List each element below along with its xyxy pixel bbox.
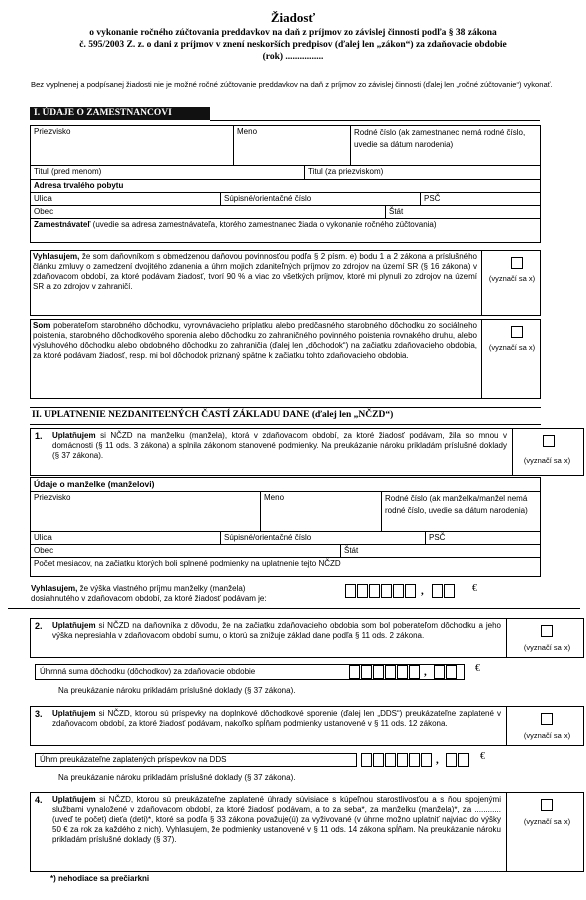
item-2-text: Uplatňujem si NČZD na daňovníka z dôvodu, že na začiatku zdaňovacieho obdobia som bol poberateľom dôchodku a jeho výška nepresiahla v zdaňovacom období sumu, o ktorú sa znižuje základ dane podľa § 11 ods. 2 zákona. [52,621,501,640]
declaration-1-checkbox[interactable] [511,257,523,269]
declaration-1-divider [481,251,482,315]
item-1-check-label: (vyznačí sa x) [523,456,571,465]
form-title: Žiadosť [270,10,316,25]
item-2-number: 2. [35,621,43,631]
intro-text: Bez vyplnenej a podpísanej žiadosti nie je možné ročné zúčtovanie preddavkov na daň z príjmov zo závislej činnosti (ďalej len „ročné zúčtovanie“) vykonať. [31,80,553,89]
dds-digit[interactable] [397,753,408,767]
declaration-2-divider [481,320,482,398]
section-2-top-rule [30,407,541,408]
pension-digit[interactable] [373,665,384,679]
postal-code-field[interactable]: PSČ [421,193,541,206]
dds-comma: , [436,754,439,766]
address-heading: Adresa trvalého pobytu [31,180,541,193]
dds-digit[interactable] [361,753,372,767]
income-cent-digit[interactable] [444,584,455,598]
spouse-street-field[interactable]: Ulica [31,532,221,545]
item-3-number: 3. [35,709,43,719]
pension-euro-sign: € [475,663,480,674]
item-2-proof: Na preukázanie nároku prikladám príslušné doklady (§ 37 zákona). [58,686,296,695]
city-field[interactable]: Obec [31,206,386,219]
declaration-2-check-label: (vyznačí sa x) [488,343,536,352]
declaration-2-text: Som poberateľom starobného dôchodku, vyrovnávacieho príplatku alebo predčasného starobného dôchodku zo sociálneho poistenia, starobného dôchodkového sporenia alebo dôchodku zo zahraničného povinného poistenia rovnakého druhu, alebo výsluhového dôchodku alebo obdobného dôchodku zo zahraničia (ďalej len „dôchodok“) na začiatku zdaňovacieho obdobia, za ktoré podávam žiadosť, resp. mi bol dôchodok priznaný spätne k začiatku tohto zdaňovacieho obdobia. [33,321,477,360]
item-2-checkbox[interactable] [541,625,553,637]
first-name-field[interactable]: Meno [234,126,351,166]
pension-digit[interactable] [385,665,396,679]
form-subtitle-2: č. 595/2003 Z. z. o dani z príjmov v znení neskorších predpisov (ďalej len „zákon“) za zdaňovacie obdobie [79,40,507,50]
item-2-box [30,618,584,658]
income-digit[interactable] [381,584,392,598]
income-digit[interactable] [393,584,404,598]
spouse-house-number-field[interactable]: Súpisné/orientačné číslo [221,532,426,545]
income-comma: , [421,585,424,597]
section-2-heading: II. UPLATNENIE NEZDANITEĽNÝCH ČASTÍ ZÁKLADU DANE (ďalej len „NČZD“) [32,410,394,420]
dds-cent-digit[interactable] [458,753,469,767]
item-4-check-label: (vyznačí sa x) [523,817,571,826]
dds-digit[interactable] [373,753,384,767]
pension-digit[interactable] [409,665,420,679]
employee-info-box [30,125,541,243]
income-digit[interactable] [369,584,380,598]
item-4-divider [506,793,507,871]
title-before-field[interactable]: Titul (pred menom) [31,166,305,180]
section-1-heading: I. ÚDAJE O ZAMESTNANCOVI [30,107,210,120]
income-digit[interactable] [345,584,356,598]
dds-digit[interactable] [409,753,420,767]
income-cent-digit[interactable] [432,584,443,598]
form-subtitle-3: (rok) ................ [262,52,324,62]
spouse-postal-code-field[interactable]: PSČ [426,532,541,545]
spouse-birth-number-field[interactable]: Rodné číslo (ak manželka/manžel nemá rodné číslo, uvedie sa dátum narodenia) [382,492,541,532]
spouse-country-field[interactable]: Štát [341,545,541,558]
dds-digit[interactable] [385,753,396,767]
pension-digit[interactable] [361,665,372,679]
pension-cent-digit[interactable] [434,665,445,679]
spouse-city-field[interactable]: Obec [31,545,341,558]
income-euro-sign: € [472,583,477,594]
pension-comma: , [424,666,427,678]
house-number-field[interactable]: Súpisné/orientačné číslo [221,193,421,206]
pension-digit[interactable] [349,665,360,679]
item-1-number: 1. [35,431,43,441]
item-3-sum-field[interactable] [35,753,357,767]
item-4-checkbox[interactable] [541,799,553,811]
item-1-text: Uplatňujem si NČZD na manželku (manžela), ktorá v zdaňovacom období, za ktoré žiadosť podávam, žila so mnou v domácnosti (§ 11 ods. 3 zákona) a splnila zákonom stanovené podmienky. Na preukázanie nároku prikladám príslušné doklady (§ 37 zákona). [52,431,507,460]
income-declaration-text: Vyhlasujem, že výška vlastného príjmu manželky (manžela) dosiahnutého v zdaňovacom období, za ktoré žiadosť podávam je: [31,584,267,603]
pension-cent-digit[interactable] [446,665,457,679]
title-after-field[interactable]: Titul (za priezviskom) [305,166,541,180]
footnote: *) nehodiace sa prečiarkni [50,874,150,883]
birth-number-field[interactable]: Rodné číslo (ak zamestnanec nemá rodné číslo, uvedie sa dátum narodenia) [351,126,541,166]
pension-digit[interactable] [397,665,408,679]
item-4-number: 4. [35,795,43,805]
item-3-checkbox[interactable] [541,713,553,725]
declaration-1-check-label: (vyznačí sa x) [488,274,536,283]
street-field[interactable]: Ulica [31,193,221,206]
surname-field[interactable]: Priezvisko [31,126,234,166]
declaration-2-box [30,319,541,399]
declaration-2-checkbox[interactable] [511,326,523,338]
item-3-box [30,706,584,746]
dds-euro-sign: € [480,751,485,762]
income-rule [8,608,580,609]
spouse-info-box [30,477,541,577]
section-2-bottom-rule [30,424,541,425]
employer-field[interactable]: Zamestnávateľ (uvedie sa adresa zamestnávateľa, ktorého zamestnanec žiada o vykonanie ročného zúčtovania) [34,220,437,229]
income-digit[interactable] [357,584,368,598]
form-subtitle-1: o vykonanie ročného zúčtovania preddavkov na daň z príjmov zo závislej činnosti podľa § 38 zákona [89,28,497,38]
country-field[interactable]: Štát [386,206,541,219]
dds-digit[interactable] [421,753,432,767]
spouse-first-name-field[interactable]: Meno [261,492,382,532]
item-3-sum-label: Úhrn preukázateľne zaplatených príspevkov na DDS [40,755,227,764]
item-3-check-label: (vyznačí sa x) [523,731,571,740]
declaration-1-box [30,250,541,316]
item-2-check-label: (vyznačí sa x) [523,643,571,652]
item-1-checkbox[interactable] [543,435,555,447]
income-digit[interactable] [405,584,416,598]
item-4-text: Uplatňujem si NČZD, ktorou sú preukázateľne zaplatené úhrady súvisiace s kúpeľnou starostlivosťou a s ňou spojenými službami vynaložené v zdaňovacom období, za ktoré žiadosť podávam, a to za seba*, za manželku (manžela)*, za ............ (uveď te počet) dieťa (deti)*, ktoré sa podľa § 33 zákona považuje(ú) za vyživované (v úhrne možno uplatniť najviac do výšky 50 € za rok za každého z nich). Vyhlasujem, že podmienky ustanovené v § 11 ods. 14 zákona spĺňam. Na preukázanie nároku prikladám príslušné doklady (§ 37). [52,795,501,844]
item-1-box [30,428,584,476]
section-1-rule [210,120,540,121]
declaration-1-text: Vyhlasujem, že som daňovníkom s obmedzenou daňovou povinnosťou podľa § 2 písm. e) bodu 1 a 2 zákona a príslušného článku zmluvy o zamedzení dvojitého zdanenia a úhrn mojich zdaniteľných príjmov zo zdrojov na území SR (§ 16 zákona) v zdaňovacom období, za ktoré podávam žiadosť, tvorí 90 % a viac zo všetkých príjmov, ktoré mi plynuli zo zdrojov na území SR a zo zdrojov v zahraničí. [33,252,477,291]
dds-cent-digit[interactable] [446,753,457,767]
item-2-sum-label: Úhrnná suma dôchodku (dôchodkov) za zdaňovacie obdobie [40,667,256,676]
item-3-text: Uplatňujem si NČZD, ktorou sú príspevky na doplnkové dôchodkové sporenie (ďalej len „DDS“) preukázateľne zaplatené v zdaňovacom období, za ktoré žiadosť podávam, nakoľko spĺňam podmienky ustanovené v § 11 ods. 12 zákona. [52,709,501,728]
spouse-heading: Údaje o manželke (manželovi) [31,478,541,492]
item-4-box [30,792,584,872]
item-3-proof: Na preukázanie nároku prikladám príslušné doklady (§ 37 zákona). [58,773,296,782]
spouse-surname-field[interactable]: Priezvisko [31,492,261,532]
spouse-months-field[interactable]: Počet mesiacov, na začiatku ktorých boli splnené podmienky na uplatnenie tejto NČZD [34,559,341,568]
item-1-divider [512,429,513,475]
